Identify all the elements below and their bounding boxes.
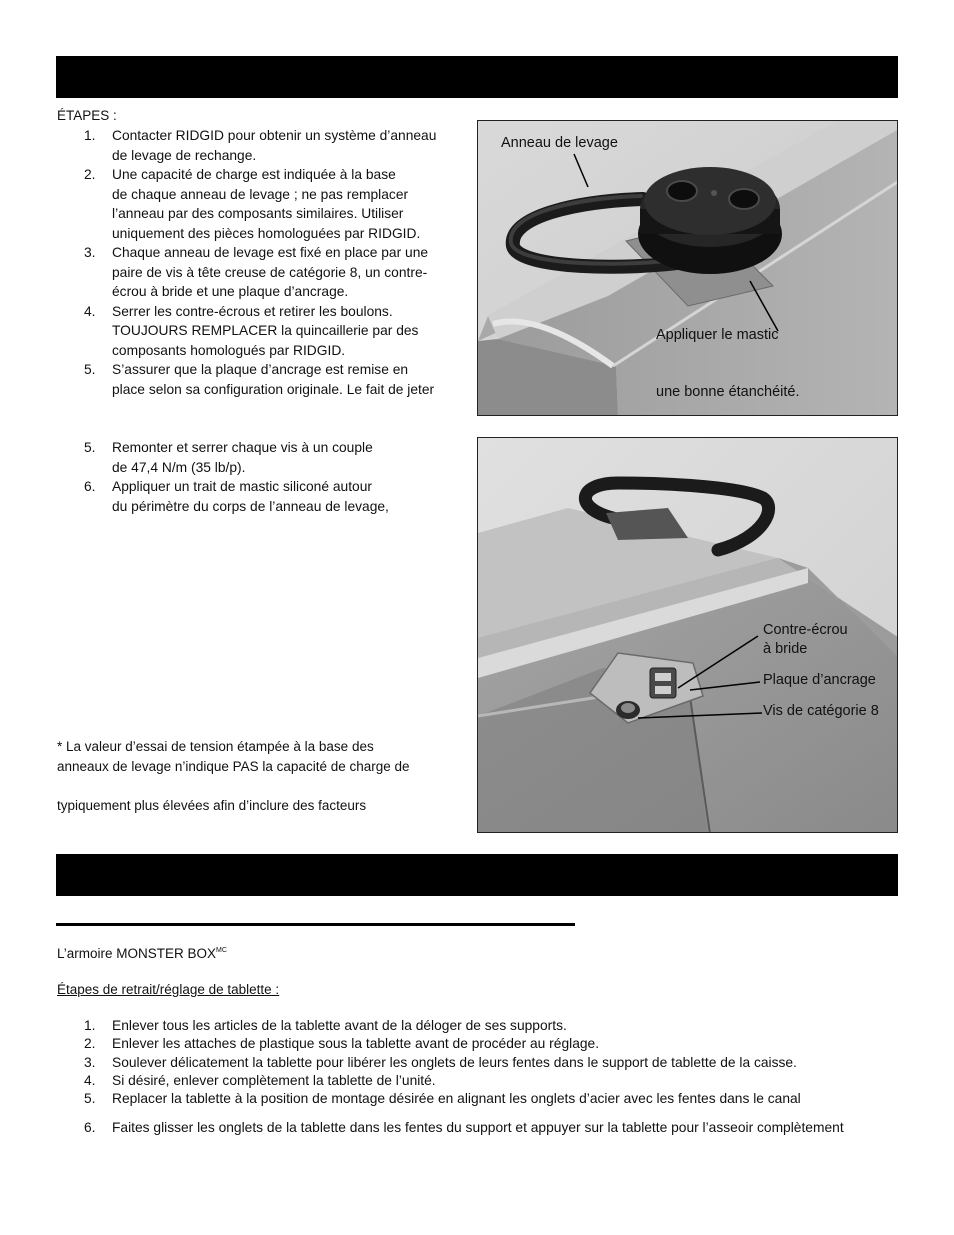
step-item [57, 438, 457, 477]
step-line: paire de vis à tête creuse de catégorie 8, un contre- [112, 264, 428, 280]
shelf-steps-list [57, 1017, 897, 1138]
lifting-ring-photo [477, 120, 898, 416]
step-line: Contacter RIDGID pour obtenir un système d’anneau [112, 128, 437, 143]
step-item [57, 1072, 897, 1090]
section-header-bar-2 [56, 854, 898, 896]
steps-list-b [57, 438, 457, 516]
step-text: Enlever les attaches de plastique sous la tablette avant de procéder au réglage. [112, 1036, 600, 1052]
step-item [57, 302, 457, 361]
step-number: 3. [84, 245, 96, 260]
footnote-line-1: * La valeur d’essai de tension étampée à la base des [57, 739, 374, 754]
step-line: du périmètre du corps de l’anneau de levage, [112, 498, 389, 514]
shelf-steps-heading: Étapes de retrait/réglage de tablette : [57, 982, 280, 997]
step-item [57, 165, 457, 243]
step-text: Faites glisser les onglets de la tablette dans les fentes du support et appuyer sur la tablette pour l’asseoir complètement [112, 1120, 844, 1136]
callout-grade-8-screw: Vis de catégorie 8 [763, 703, 879, 719]
step-item [57, 126, 457, 165]
step-text: Soulever délicatement la tablette pour libérer les onglets de leurs fentes dans le support de tablette de la caisse. [112, 1054, 797, 1070]
step-text: Si désiré, enlever complètement la tablette de l’unité. [112, 1072, 436, 1088]
step-line: de chaque anneau de levage ; ne pas remplacer [112, 186, 409, 202]
step-item [57, 477, 457, 516]
step-item [57, 1035, 897, 1053]
trademark-sup: MC [216, 947, 227, 954]
callout-flange-nut-line-1: Contre-écrou [763, 622, 848, 638]
step-line: Chaque anneau de levage est fixé en place par une [112, 245, 429, 260]
step-number: 5. [84, 1091, 96, 1107]
step-number: 6. [84, 479, 96, 494]
step-line: uniquement des pièces homologuées par RIDGID. [112, 225, 421, 241]
step-line: S’assurer que la plaque d’ancrage est remise en [112, 362, 409, 377]
step-line: composants homologués par RIDGID. [112, 342, 346, 358]
step-number: 3. [84, 1054, 96, 1070]
step-line: Serrer les contre-écrous et retirer les boulons. [112, 303, 393, 319]
callout-flange-nut-line-2: à bride [763, 641, 808, 657]
step-number: 2. [84, 1036, 96, 1052]
callout-lifting-ring: Anneau de levage [501, 135, 618, 151]
step-line: écrou à bride et une plaque d’ancrage. [112, 284, 349, 299]
step-line: l’anneau par des composants similaires. Utiliser [112, 206, 404, 221]
step-number: 5. [84, 440, 96, 455]
step-number: 4. [84, 303, 96, 319]
callout-apply-mastic: Appliquer le mastic [656, 327, 779, 343]
anchor-hardware-photo [477, 437, 898, 833]
footnote-line-2: anneaux de levage n’indique PAS la capacité de charge de [57, 759, 410, 774]
step-number: 1. [84, 1018, 96, 1033]
callout-good-seal: une bonne étanchéité. [656, 384, 800, 400]
step-item [57, 1054, 897, 1072]
step-line: Appliquer un trait de mastic siliconé autour [112, 479, 372, 494]
callout-anchor-plate: Plaque d’ancrage [763, 672, 876, 688]
step-item [57, 360, 457, 399]
step-line: Remonter et serrer chaque vis à un couple [112, 440, 373, 455]
step-number: 5. [84, 362, 96, 377]
step-line: de levage de rechange. [112, 147, 257, 163]
step-item [57, 1017, 897, 1035]
footnote-line-3: typiquement plus élevées afin d’inclure des facteurs [57, 798, 367, 813]
step-item [57, 1090, 897, 1108]
step-text: Replacer la tablette à la position de montage désirée en alignant les onglets d’acier avec les fentes dans le canal [112, 1091, 801, 1107]
step-line: de 47,4 N/m (35 lb/p). [112, 459, 246, 475]
step-item [57, 1119, 897, 1137]
intro-text-main: L’armoire MONSTER BOX [57, 946, 217, 961]
step-line: TOUJOURS REMPLACER la quincaillerie par des [112, 323, 419, 338]
step-text: Enlever tous les articles de la tablette avant de la déloger de ses supports. [112, 1018, 567, 1033]
step-line: Une capacité de charge est indiquée à la base [112, 167, 396, 182]
lifting-ring-illustration [478, 121, 898, 416]
steps-label: ÉTAPES : [57, 108, 117, 123]
step-number: 6. [84, 1120, 96, 1136]
steps-list-a [57, 126, 457, 399]
section-header-bar-1 [56, 56, 898, 98]
intro-text [57, 946, 227, 961]
step-number: 1. [84, 128, 96, 143]
step-item [57, 243, 457, 302]
step-line: place selon sa configuration originale. Le fait de jeter [112, 381, 435, 397]
step-number: 4. [84, 1072, 96, 1088]
subheading-rule [56, 923, 575, 926]
step-number: 2. [84, 167, 96, 182]
